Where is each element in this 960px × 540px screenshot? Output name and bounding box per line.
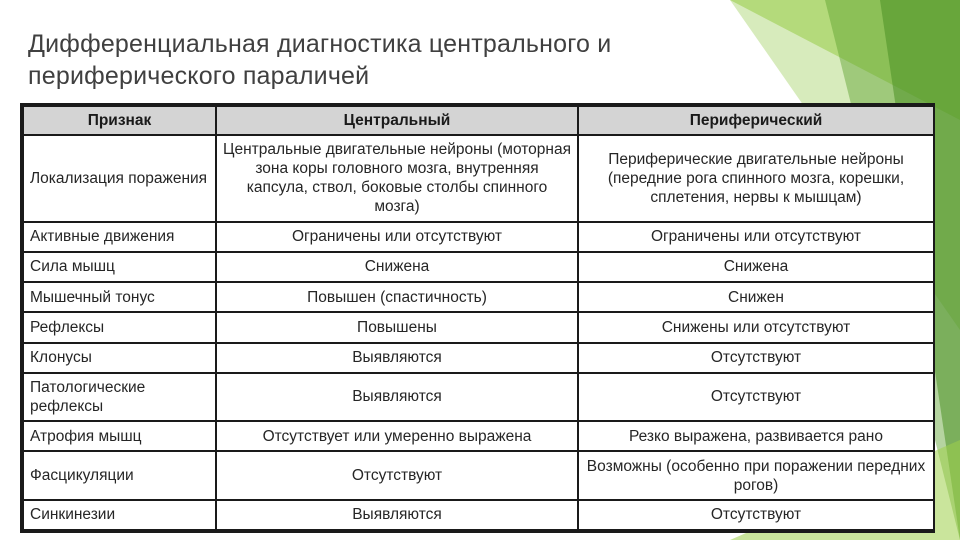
slide-title: Дифференциальная диагностика центрального и периферического параличей <box>28 30 612 90</box>
diagnosis-table <box>20 103 935 533</box>
row-central: Выявляются <box>216 343 578 373</box>
header-peripheral: Периферический <box>578 106 934 135</box>
row-sign: Фасцикуляции <box>23 451 216 499</box>
table-row <box>23 312 934 342</box>
table-row <box>23 135 934 222</box>
row-sign: Патологические рефлексы <box>23 373 216 421</box>
row-sign: Локализация поражения <box>23 135 216 222</box>
row-central: Повышены <box>216 312 578 342</box>
row-peripheral: Отсутствуют <box>578 373 934 421</box>
table-row <box>23 451 934 499</box>
table-row <box>23 421 934 451</box>
table-row <box>23 222 934 252</box>
row-central: Центральные двигательные нейроны (моторная зона коры головного мозга, внутренняя капсула, ствол, боковые столбы спинного мозга) <box>216 135 578 222</box>
row-sign: Клонусы <box>23 343 216 373</box>
table-row <box>23 500 934 530</box>
header-sign: Признак <box>23 106 216 135</box>
row-sign: Активные движения <box>23 222 216 252</box>
table-row <box>23 343 934 373</box>
row-sign: Синкинезии <box>23 500 216 530</box>
row-sign: Атрофия мышц <box>23 421 216 451</box>
row-central: Повышен (спастичность) <box>216 282 578 312</box>
row-central: Ограничены или отсутствуют <box>216 222 578 252</box>
row-peripheral: Снижена <box>578 252 934 282</box>
table-row <box>23 373 934 421</box>
row-central: Снижена <box>216 252 578 282</box>
row-peripheral: Ограничены или отсутствуют <box>578 222 934 252</box>
row-peripheral: Резко выражена, развивается рано <box>578 421 934 451</box>
row-central: Отсутствует или умеренно выражена <box>216 421 578 451</box>
row-central: Выявляются <box>216 373 578 421</box>
row-peripheral: Снижены или отсутствуют <box>578 312 934 342</box>
table-row <box>23 252 934 282</box>
row-peripheral: Отсутствуют <box>578 500 934 530</box>
row-central: Отсутствуют <box>216 451 578 499</box>
row-peripheral: Отсутствуют <box>578 343 934 373</box>
row-sign: Сила мышц <box>23 252 216 282</box>
row-peripheral: Возможны (особенно при поражении передних рогов) <box>578 451 934 499</box>
table-row <box>23 282 934 312</box>
table-header-row <box>23 106 934 135</box>
row-central: Выявляются <box>216 500 578 530</box>
header-central: Центральный <box>216 106 578 135</box>
row-peripheral: Периферические двигательные нейроны (передние рога спинного мозга, корешки, сплетения, нервы к мышцам) <box>578 135 934 222</box>
row-sign: Мышечный тонус <box>23 282 216 312</box>
row-sign: Рефлексы <box>23 312 216 342</box>
row-peripheral: Снижен <box>578 282 934 312</box>
